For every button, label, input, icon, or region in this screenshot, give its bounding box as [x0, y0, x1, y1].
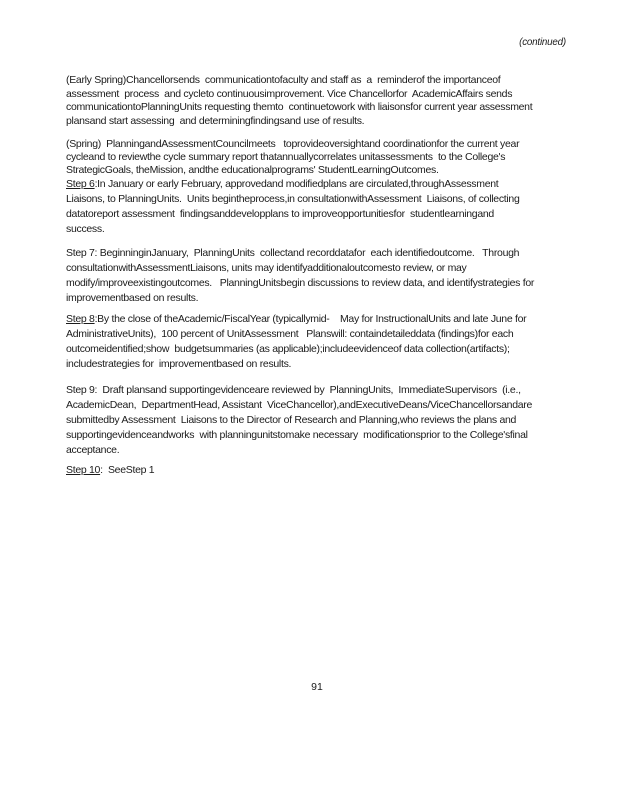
- text-line: (Early Spring)Chancellorsends communicationtofaculty and staff as a reminderof the importanceof: [66, 74, 501, 86]
- text-line: Step 7: BeginninginJanuary, PlanningUnits collectand recorddatafor each identifiedoutcome. Through: [66, 247, 520, 259]
- text-line: communicationtoPlanningUnits requesting themto continuetowork with liaisonsfor current year assessment: [66, 101, 533, 113]
- paragraph-step7: [66, 246, 574, 306]
- text-line: [66, 177, 574, 192]
- text-line: success.: [66, 223, 105, 235]
- text-line: cycleand to reviewthe cycle summary report thatannuallycorrelates unitassessments to the College's: [66, 151, 506, 163]
- continued-label: (continued): [519, 37, 566, 48]
- text-line: consultationwithAssessmentLiaisons, units may identifyadditionaloutcomesto review, or may: [66, 262, 467, 274]
- text-line: modify/improveexistingoutcomes. PlanningUnitsbegin discussions to review data, and identifystrategies for: [66, 277, 535, 289]
- text-line: [66, 463, 574, 478]
- text-line: plansand start assessing and determiningfindingsand use of results.: [66, 114, 365, 127]
- text-line: StrategicGoals, theMission, andthe educationalprograms' StudentLearningOutcomes.: [66, 164, 439, 176]
- text-line: supportingevidenceandworks with planningunitstomake necessary modificationsprior to the College'sfinal: [66, 429, 528, 441]
- text-line: Liaisons, to PlanningUnits. Units begintheprocess,in consultationwithAssessment Liaisons, of collecting: [66, 193, 520, 205]
- text-line: Step 9: Draft plansand supportingevidenceare reviewed by PlanningUnits, ImmediateSupervisors (i.e.,: [66, 384, 521, 396]
- paragraph-step9: [66, 383, 574, 458]
- text-line: [66, 312, 574, 327]
- step6-label: Step 6: [66, 178, 95, 190]
- text-line: assessment process and cycleto continuousimprovement. Vice Chancellorfor AcademicAffairs sends: [66, 87, 513, 100]
- text-line: includestrategies for improvementbased on results.: [66, 358, 292, 370]
- paragraph-step10: [66, 463, 574, 478]
- text-line: submittedby Assessment Liaisons to the Director of Research and Planning,who reviews the plans and: [66, 414, 517, 426]
- text-line: acceptance.: [66, 444, 120, 456]
- paragraph-early-spring: [66, 74, 574, 128]
- step10-label: Step 10: [66, 464, 101, 476]
- paragraph-spring-step6: [66, 138, 574, 237]
- text-line: (Spring) PlanningandAssessmentCouncilmeets toprovideoversightand coordinationfor the current year: [66, 138, 520, 150]
- text-line: datatoreport assessment findingsanddevelopplans to improveopportunitiesfor studentlearningand: [66, 208, 494, 220]
- step8-text: :By the close of theAcademic/FiscalYear (typicallymid- May for InstructionalUnits and late June for: [94, 313, 527, 325]
- step10-text: : SeeStep 1: [100, 464, 155, 476]
- page-number: 91: [311, 681, 323, 693]
- text-line: AdministrativeUnits), 100 percent of UnitAssessment Planswill: containdetaileddata (findings)for each: [66, 328, 514, 340]
- text-line: improvementbased on results.: [66, 292, 199, 304]
- text-line: outcomeidentified;show budgetsummaries (as applicable);includeevidenceof data collection(artifacts);: [66, 343, 510, 355]
- step6-text: :In January or early February, approvedand modifiedplans are circulated,throughAssessment: [94, 178, 499, 190]
- paragraph-step8: [66, 312, 574, 372]
- step8-label: Step 8: [66, 313, 95, 325]
- text-line: AcademicDean, DepartmentHead, Assistant ViceChancellor),andExecutiveDeans/ViceChancellorsandare: [66, 399, 533, 411]
